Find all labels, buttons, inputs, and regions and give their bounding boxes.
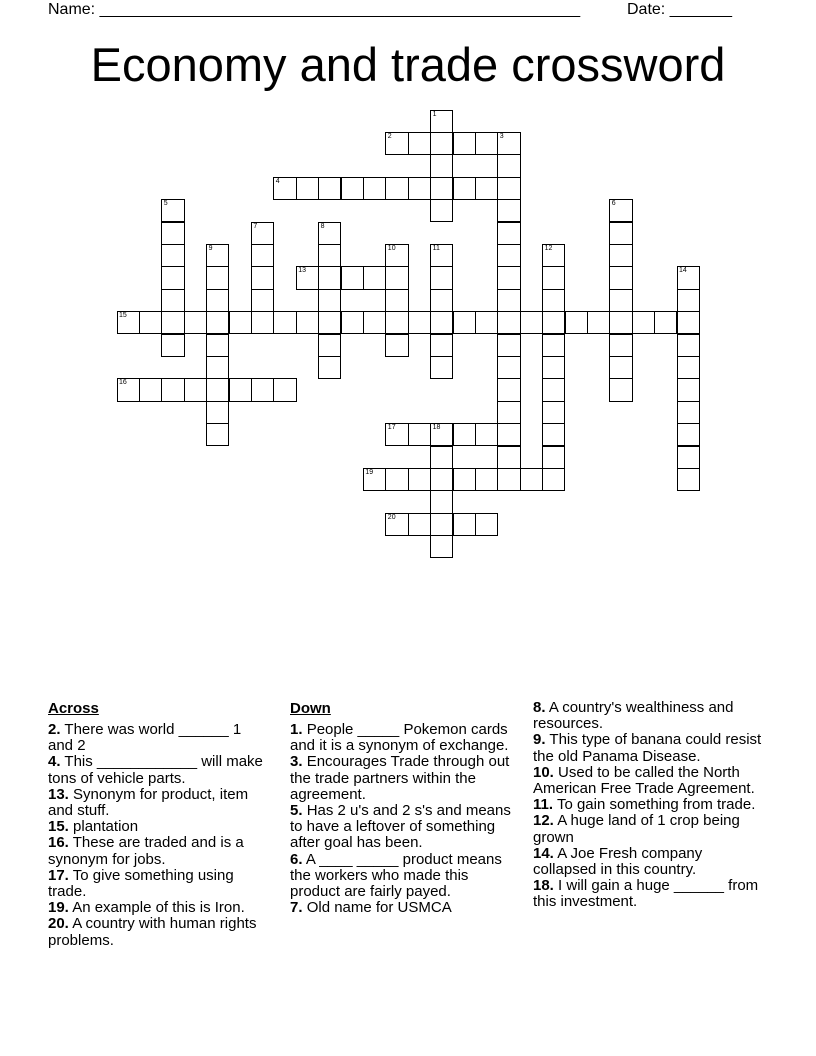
grid-cell[interactable] — [542, 266, 565, 289]
clue-number: 13. — [48, 785, 69, 803]
grid-cell[interactable] — [318, 311, 341, 334]
clue-item — [533, 732, 765, 764]
grid-cell[interactable] — [542, 334, 565, 357]
clue-number: 18 — [432, 424, 441, 432]
clue-number: 16. — [48, 834, 69, 852]
clue-text: To gain something from trade. — [556, 796, 756, 814]
grid-cell[interactable] — [609, 222, 632, 245]
clue-number: 20 — [387, 513, 396, 521]
clue-item — [48, 754, 268, 786]
grid-cell[interactable] — [677, 334, 700, 357]
grid-cell[interactable] — [542, 378, 565, 401]
grid-cell[interactable] — [318, 356, 341, 379]
grid-cell[interactable] — [206, 423, 229, 446]
date-field[interactable]: Date: _______ — [627, 1, 732, 18]
grid-cell[interactable] — [251, 266, 274, 289]
grid-cell[interactable] — [363, 468, 386, 491]
grid-cell[interactable] — [677, 266, 700, 289]
grid-cell[interactable] — [341, 266, 364, 289]
grid-cell[interactable] — [385, 266, 408, 289]
clue-text: Used to be called the North American Free Trade Agreement. — [533, 763, 755, 798]
grid-cell[interactable] — [273, 311, 296, 334]
grid-cell[interactable] — [184, 311, 207, 334]
clue-text: plantation — [73, 818, 139, 836]
clue-text: Old name for USMCA — [306, 899, 452, 917]
grid-cell[interactable] — [318, 266, 341, 289]
clue-item — [48, 868, 268, 900]
clue-text: These are traded and is a synonym for jobs. — [48, 834, 244, 868]
grid-cell[interactable] — [677, 311, 700, 334]
clue-number: 8. — [533, 699, 546, 716]
clue-item — [290, 803, 522, 852]
clue-item — [533, 878, 765, 910]
grid-cell[interactable] — [520, 311, 543, 334]
grid-cell[interactable] — [497, 244, 520, 267]
grid-cell[interactable] — [542, 446, 565, 469]
grid-cell[interactable] — [430, 446, 453, 469]
grid-cell[interactable] — [206, 311, 229, 334]
grid-cell[interactable] — [453, 423, 476, 446]
clue-number: 1. — [290, 721, 303, 738]
clue-item — [290, 722, 522, 754]
grid-cell[interactable] — [430, 199, 453, 222]
grid-cell[interactable] — [206, 334, 229, 357]
grid-cell[interactable] — [385, 177, 408, 200]
clue-text: Encourages Trade through out the trade partners within the agreement. — [290, 753, 510, 803]
grid-cell[interactable] — [497, 468, 520, 491]
clue-text: People _____ Pokemon cards and it is a synonym of exchange. — [290, 721, 509, 755]
clue-number: 2. — [48, 721, 61, 738]
grid-cell[interactable] — [677, 423, 700, 446]
clue-number: 16 — [119, 379, 127, 387]
clue-item — [48, 900, 268, 916]
grid-cell[interactable] — [430, 513, 453, 536]
grid-cell[interactable] — [430, 244, 453, 267]
grid-cell[interactable] — [497, 423, 520, 446]
grid-cell[interactable] — [430, 490, 453, 513]
grid-cell[interactable] — [251, 311, 274, 334]
grid-cell[interactable] — [497, 311, 520, 334]
grid-cell[interactable] — [206, 266, 229, 289]
grid-cell[interactable] — [206, 356, 229, 379]
across-heading: Across — [48, 700, 99, 717]
grid-cell[interactable] — [273, 177, 296, 200]
clue-item — [290, 754, 522, 803]
grid-cell[interactable] — [385, 468, 408, 491]
grid-cell[interactable] — [475, 177, 498, 200]
grid-cell[interactable] — [497, 356, 520, 379]
grid-cell[interactable] — [385, 334, 408, 357]
grid-cell[interactable] — [318, 222, 341, 245]
clue-number: 6. — [290, 850, 303, 868]
grid-cell[interactable] — [542, 401, 565, 424]
name-field[interactable]: Name: ______________________________________________________ — [48, 1, 581, 18]
grid-cell[interactable] — [161, 378, 184, 401]
grid-cell[interactable] — [385, 423, 408, 446]
grid-cell[interactable] — [542, 244, 565, 267]
grid-cell[interactable] — [542, 468, 565, 491]
grid-cell[interactable] — [609, 311, 632, 334]
grid-cell[interactable] — [609, 244, 632, 267]
grid-cell[interactable] — [497, 446, 520, 469]
grid-cell[interactable] — [184, 378, 207, 401]
grid-cell[interactable] — [453, 468, 476, 491]
grid-cell[interactable] — [408, 468, 431, 491]
grid-cell[interactable] — [161, 222, 184, 245]
across-column — [48, 700, 268, 949]
grid-cell[interactable] — [430, 266, 453, 289]
grid-cell[interactable] — [542, 356, 565, 379]
grid-cell[interactable] — [430, 468, 453, 491]
clue-text: To give something using trade. — [48, 866, 234, 901]
grid-cell[interactable] — [363, 311, 386, 334]
clue-number: 11 — [432, 244, 440, 252]
grid-cell[interactable] — [475, 468, 498, 491]
grid-cell[interactable] — [161, 311, 184, 334]
down-list-continued — [533, 700, 765, 911]
grid-cell[interactable] — [385, 244, 408, 267]
clue-number: 10. — [533, 763, 554, 781]
grid-cell[interactable] — [296, 311, 319, 334]
grid-cell[interactable] — [453, 311, 476, 334]
clue-item — [290, 852, 522, 901]
clue-text: An example of this is Iron. — [72, 899, 245, 917]
clue-number: 19 — [365, 468, 374, 476]
grid-cell[interactable] — [430, 535, 453, 558]
grid-cell[interactable] — [497, 177, 520, 200]
grid-cell[interactable] — [363, 266, 386, 289]
clue-text: I will gain a huge ______ from this investment. — [533, 877, 759, 911]
grid-cell[interactable] — [565, 311, 588, 334]
grid-cell[interactable] — [318, 334, 341, 357]
grid-cell[interactable] — [318, 177, 341, 200]
clue-number: 17. — [48, 866, 69, 884]
grid-cell[interactable] — [318, 244, 341, 267]
grid-cell[interactable] — [161, 244, 184, 267]
clue-item — [48, 722, 268, 754]
clue-number: 20. — [48, 915, 69, 933]
clue-number: 5. — [290, 802, 303, 820]
grid-cell[interactable] — [251, 244, 274, 267]
clue-number: 19. — [48, 899, 69, 917]
grid-cell[interactable] — [542, 289, 565, 312]
grid-cell[interactable] — [542, 311, 565, 334]
clue-item — [48, 819, 268, 835]
grid-cell[interactable] — [430, 311, 453, 334]
across-list — [48, 722, 268, 949]
clue-number: 7 — [253, 222, 258, 230]
clue-number: 14. — [533, 844, 554, 862]
clue-text: A ____ _____ product means the workers who made this product are fairly payed. — [290, 850, 502, 901]
grid-cell[interactable] — [385, 132, 408, 155]
clue-text: A Joe Fresh company collapsed in this country. — [533, 844, 703, 879]
grid-cell[interactable] — [475, 132, 498, 155]
clue-item — [533, 765, 765, 797]
clue-text: A huge land of 1 crop being grown — [533, 812, 740, 846]
clue-number: 7. — [290, 899, 303, 917]
clue-number: 15 — [119, 312, 127, 320]
grid-cell[interactable] — [542, 423, 565, 446]
down-heading: Down — [290, 700, 331, 717]
grid-cell[interactable] — [475, 423, 498, 446]
clue-number: 5 — [163, 200, 168, 208]
clue-item — [290, 900, 522, 916]
grid-cell[interactable] — [497, 289, 520, 312]
down-list — [290, 722, 522, 916]
grid-cell[interactable] — [677, 446, 700, 469]
grid-cell[interactable] — [497, 154, 520, 177]
grid-cell[interactable] — [497, 401, 520, 424]
clue-text: There was world ______ 1 and 2 — [48, 721, 242, 755]
clue-item — [48, 835, 268, 867]
grid-cell[interactable] — [497, 266, 520, 289]
clue-item — [533, 846, 765, 878]
grid-cell[interactable] — [453, 132, 476, 155]
grid-cell[interactable] — [296, 177, 319, 200]
grid-cell[interactable] — [497, 222, 520, 245]
grid-cell[interactable] — [497, 199, 520, 222]
grid-cell[interactable] — [609, 289, 632, 312]
grid-cell[interactable] — [475, 513, 498, 536]
grid-cell[interactable] — [385, 513, 408, 536]
grid-cell[interactable] — [430, 110, 453, 133]
grid-cell[interactable] — [117, 378, 140, 401]
clue-number: 8 — [320, 222, 325, 230]
grid-cell[interactable] — [587, 311, 610, 334]
page-title: Economy and trade crossword — [90, 38, 726, 91]
clue-text: Synonym for product, item and stuff. — [48, 785, 249, 820]
grid-cell[interactable] — [632, 311, 655, 334]
clue-number: 13 — [298, 267, 306, 275]
grid-cell[interactable] — [229, 378, 252, 401]
grid-cell[interactable] — [408, 311, 431, 334]
grid-cell[interactable] — [161, 266, 184, 289]
clue-text: This ____________ will make tons of vehicle parts. — [48, 753, 263, 787]
clue-number: 17 — [387, 424, 396, 432]
clue-number: 14 — [679, 267, 687, 275]
clue-number: 11. — [533, 796, 554, 814]
grid-cell[interactable] — [273, 378, 296, 401]
grid-cell[interactable] — [408, 423, 431, 446]
down-column-continued — [533, 700, 765, 911]
grid-cell[interactable] — [408, 132, 431, 155]
clue-number: 1 — [432, 110, 437, 118]
clue-number: 4 — [275, 177, 280, 185]
clue-number: 9. — [533, 731, 546, 749]
grid-cell[interactable] — [341, 177, 364, 200]
clue-number: 9 — [208, 244, 213, 252]
grid-cell[interactable] — [677, 401, 700, 424]
grid-cell[interactable] — [497, 132, 520, 155]
clue-number: 2 — [387, 132, 392, 140]
clue-number: 3 — [499, 132, 504, 140]
clue-number: 6 — [611, 200, 616, 208]
grid-cell[interactable] — [430, 423, 453, 446]
grid-cell[interactable] — [430, 356, 453, 379]
clue-number: 3. — [290, 753, 303, 771]
grid-cell[interactable] — [363, 177, 386, 200]
grid-cell[interactable] — [475, 311, 498, 334]
clue-item — [533, 797, 765, 813]
grid-cell[interactable] — [296, 266, 319, 289]
grid-cell[interactable] — [497, 334, 520, 357]
grid-cell[interactable] — [117, 311, 140, 334]
grid-cell[interactable] — [430, 177, 453, 200]
grid-cell[interactable] — [318, 289, 341, 312]
clue-number: 10 — [387, 244, 396, 252]
down-column — [290, 700, 522, 916]
clue-item — [48, 787, 268, 819]
grid-cell[interactable] — [139, 311, 162, 334]
grid-cell[interactable] — [161, 334, 184, 357]
grid-cell[interactable] — [453, 177, 476, 200]
grid-cell[interactable] — [229, 311, 252, 334]
grid-cell[interactable] — [677, 378, 700, 401]
grid-cell[interactable] — [251, 222, 274, 245]
grid-cell[interactable] — [430, 289, 453, 312]
grid-cell[interactable] — [251, 289, 274, 312]
grid-cell[interactable] — [497, 378, 520, 401]
grid-cell[interactable] — [520, 468, 543, 491]
grid-cell[interactable] — [453, 513, 476, 536]
grid-cell[interactable] — [677, 468, 700, 491]
grid-cell[interactable] — [677, 356, 700, 379]
grid-cell[interactable] — [430, 334, 453, 357]
clue-item — [533, 700, 765, 732]
grid-cell[interactable] — [251, 378, 274, 401]
clue-item — [48, 916, 268, 948]
grid-cell[interactable] — [677, 289, 700, 312]
grid-cell[interactable] — [385, 289, 408, 312]
clue-text: This type of banana could resist the old Panama Disease. — [533, 731, 762, 765]
grid-cell[interactable] — [609, 334, 632, 357]
grid-cell[interactable] — [609, 378, 632, 401]
grid-cell[interactable] — [206, 401, 229, 424]
clue-text: A country's wealthiness and resources. — [533, 699, 734, 733]
clue-number: 12 — [544, 244, 553, 252]
grid-cell[interactable] — [408, 177, 431, 200]
clue-text: Has 2 u's and 2 s's and means to have a leftover of something after goal has been. — [290, 802, 511, 852]
grid-cell[interactable] — [206, 378, 229, 401]
grid-cell[interactable] — [161, 199, 184, 222]
grid-cell[interactable] — [408, 513, 431, 536]
clue-number: 4. — [48, 753, 61, 771]
grid-cell[interactable] — [609, 356, 632, 379]
grid-cell[interactable] — [609, 199, 632, 222]
grid-cell[interactable] — [385, 311, 408, 334]
grid-cell[interactable] — [430, 132, 453, 155]
grid-cell[interactable] — [206, 244, 229, 267]
clue-number: 18. — [533, 877, 554, 895]
grid-cell[interactable] — [609, 266, 632, 289]
clue-item — [533, 813, 765, 845]
clue-text: A country with human rights problems. — [48, 915, 257, 949]
grid-cell[interactable] — [341, 311, 364, 334]
grid-cell[interactable] — [430, 154, 453, 177]
clue-number: 15. — [48, 818, 69, 836]
grid-cell[interactable] — [139, 378, 162, 401]
grid-cell[interactable] — [161, 289, 184, 312]
clue-number: 12. — [533, 812, 554, 830]
grid-cell[interactable] — [206, 289, 229, 312]
grid-cell[interactable] — [654, 311, 677, 334]
